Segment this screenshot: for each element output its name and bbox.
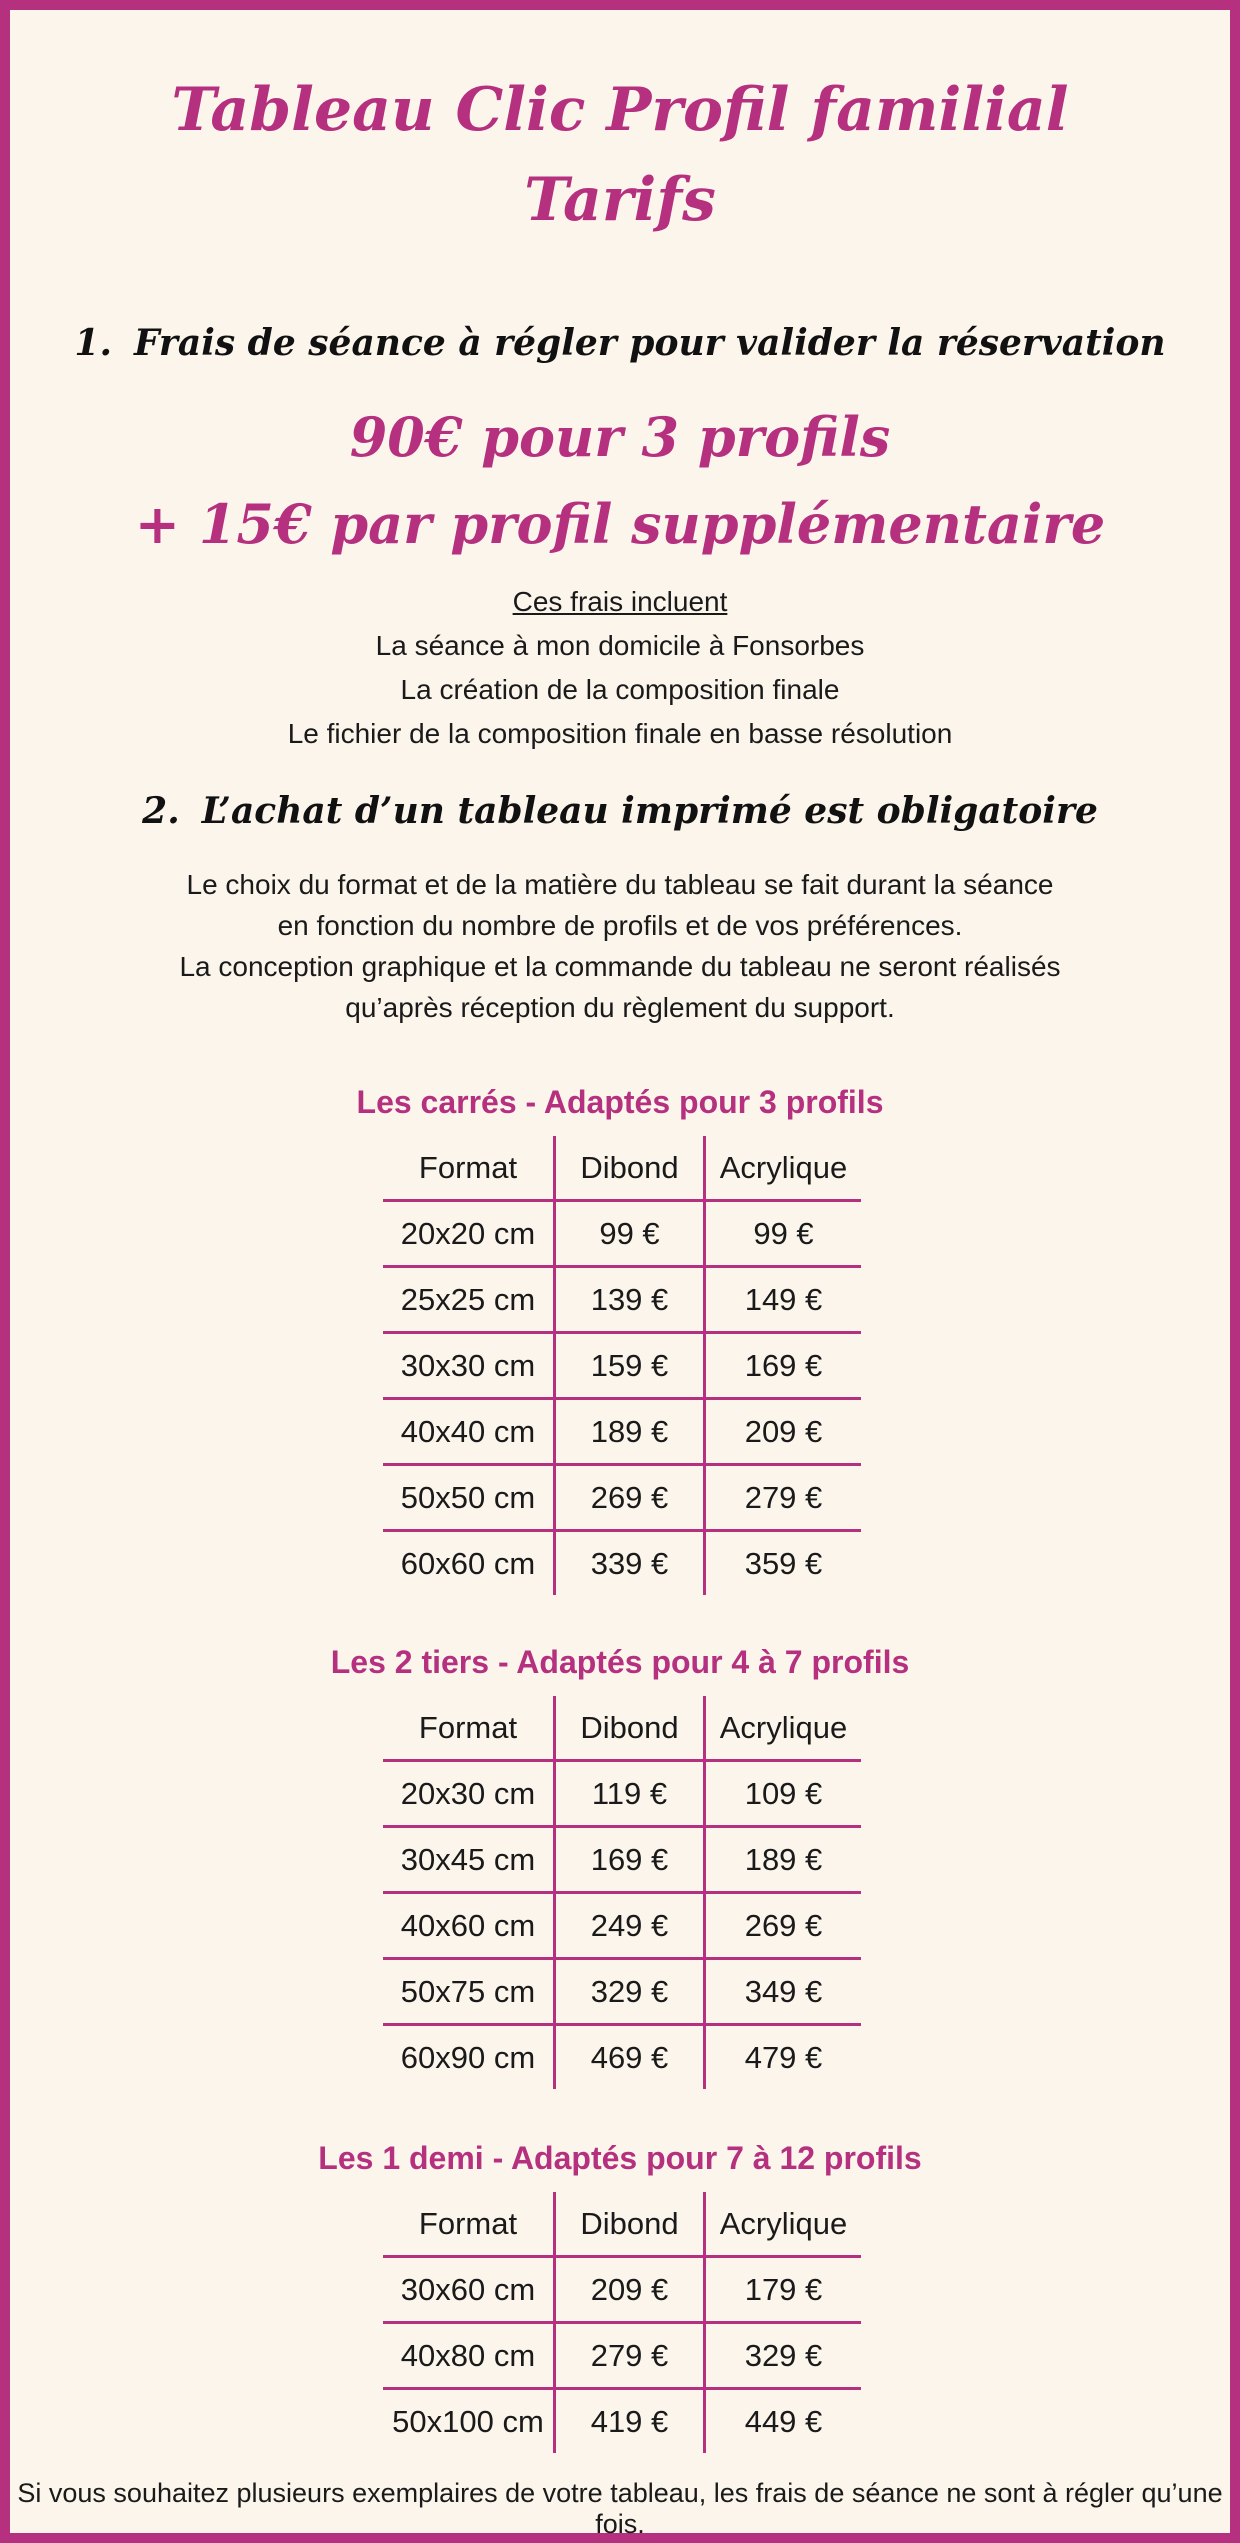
section2-heading [0,790,1240,832]
acrylique-price: 149 € [705,1267,862,1333]
includes-title: Ces frais incluent [512,586,728,617]
format-cell: 50x100 cm [383,2389,555,2454]
format-cell: 40x60 cm [383,1893,555,1959]
section2-text [0,864,1240,1028]
table-row [383,1201,861,1267]
format-cell: 30x60 cm [383,2257,555,2323]
price-main: 90€ pour 3 profils [349,405,891,469]
includes-item: La séance à mon domicile à Fonsorbes [375,630,865,661]
acrylique-price: 179 € [705,2257,862,2323]
section2-heading-text: L’achat d’un tableau imprimé est obligatoire [201,790,1098,832]
dibond-price: 469 € [555,2025,705,2090]
section1-heading [0,322,1240,364]
page-title: Tableau Clic Profil familial [171,75,1069,145]
section2-number: 2. [142,790,180,832]
dibond-price: 99 € [555,1201,705,1267]
includes-block [0,580,1240,756]
section2-line: Le choix du format et de la matière du tableau se fait durant la séance [186,869,1054,900]
dibond-price: 139 € [555,1267,705,1333]
column-header-acrylique: Acrylique [719,1709,848,1745]
column-header-format: Format [383,1136,555,1201]
acrylique-price: 209 € [705,1399,862,1465]
acrylique-price: 359 € [705,1531,862,1596]
table-row [383,1893,861,1959]
dibond-price: 119 € [555,1761,705,1827]
format-cell: 60x90 cm [383,2025,555,2090]
section2-line: La conception graphique et la commande du tableau ne seront réalisés [179,951,1061,982]
format-cell: 25x25 cm [383,1267,555,1333]
table-title-1-demi: Les 1 demi - Adaptés pour 7 à 12 profils [318,2140,922,2176]
includes-item: Le fichier de la composition finale en basse résolution [287,718,953,749]
price-table-1-demi [383,2192,861,2453]
acrylique-price: 99 € [705,1201,862,1267]
table-row [383,1399,861,1465]
format-cell: 50x75 cm [383,1959,555,2025]
format-cell: 30x30 cm [383,1333,555,1399]
format-cell: 40x40 cm [383,1399,555,1465]
dibond-price: 269 € [555,1465,705,1531]
dibond-price: 189 € [555,1399,705,1465]
table-row [383,1531,861,1596]
acrylique-price: 169 € [705,1333,862,1399]
acrylique-price: 349 € [705,1959,862,2025]
section2-line: en fonction du nombre de profils et de vos préférences. [277,910,963,941]
acrylique-price: 269 € [705,1893,862,1959]
column-header-dibond: Dibond [555,1136,705,1201]
price-extra: + 15€ par profil supplémentaire [134,492,1106,556]
dibond-price: 169 € [555,1827,705,1893]
table-row [383,1465,861,1531]
column-header-acrylique: Acrylique [719,2205,848,2241]
acrylique-price: 329 € [705,2323,862,2389]
dibond-price: 249 € [555,1893,705,1959]
page-subtitle: Tarifs [524,165,716,235]
column-header-dibond: Dibond [555,2192,705,2257]
section1-heading-text: Frais de séance à régler pour valider la réservation [133,322,1166,364]
acrylique-price: 479 € [705,2025,862,2090]
format-cell: 20x30 cm [383,1761,555,1827]
format-cell: 30x45 cm [383,1827,555,1893]
table-row [383,1959,861,2025]
table-title-carres: Les carrés - Adaptés pour 3 profils [356,1084,884,1120]
acrylique-price: 449 € [705,2389,862,2454]
column-header-format: Format [383,2192,555,2257]
column-header-dibond: Dibond [555,1696,705,1761]
format-cell: 60x60 cm [383,1531,555,1596]
table-row [383,2025,861,2090]
price-table-carres [383,1136,861,1595]
table-row [383,1333,861,1399]
table-row [383,1267,861,1333]
format-cell: 40x80 cm [383,2323,555,2389]
section2-line: qu’après réception du règlement du support. [345,992,895,1023]
dibond-price: 279 € [555,2323,705,2389]
table-title-2-tiers: Les 2 tiers - Adaptés pour 4 à 7 profils [330,1644,910,1680]
dibond-price: 419 € [555,2389,705,2454]
column-header-acrylique: Acrylique [719,1149,848,1185]
section1-number: 1. [74,322,112,364]
price-table-2-tiers [383,1696,861,2089]
table-row [383,2323,861,2389]
format-cell: 50x50 cm [383,1465,555,1531]
includes-item: La création de la composition finale [400,674,840,705]
dibond-price: 209 € [555,2257,705,2323]
acrylique-price: 279 € [705,1465,862,1531]
format-cell: 20x20 cm [383,1201,555,1267]
acrylique-price: 189 € [705,1827,862,1893]
table-row [383,2257,861,2323]
dibond-price: 159 € [555,1333,705,1399]
dibond-price: 339 € [555,1531,705,1596]
footer-note: Si vous souhaitez plusieurs exemplaires de votre tableau, les frais de séance ne sont à régler qu’une fois. [17,2478,1223,2539]
table-row [383,1827,861,1893]
table-row [383,2389,861,2454]
dibond-price: 329 € [555,1959,705,2025]
acrylique-price: 109 € [705,1761,862,1827]
table-row [383,1761,861,1827]
column-header-format: Format [383,1696,555,1761]
